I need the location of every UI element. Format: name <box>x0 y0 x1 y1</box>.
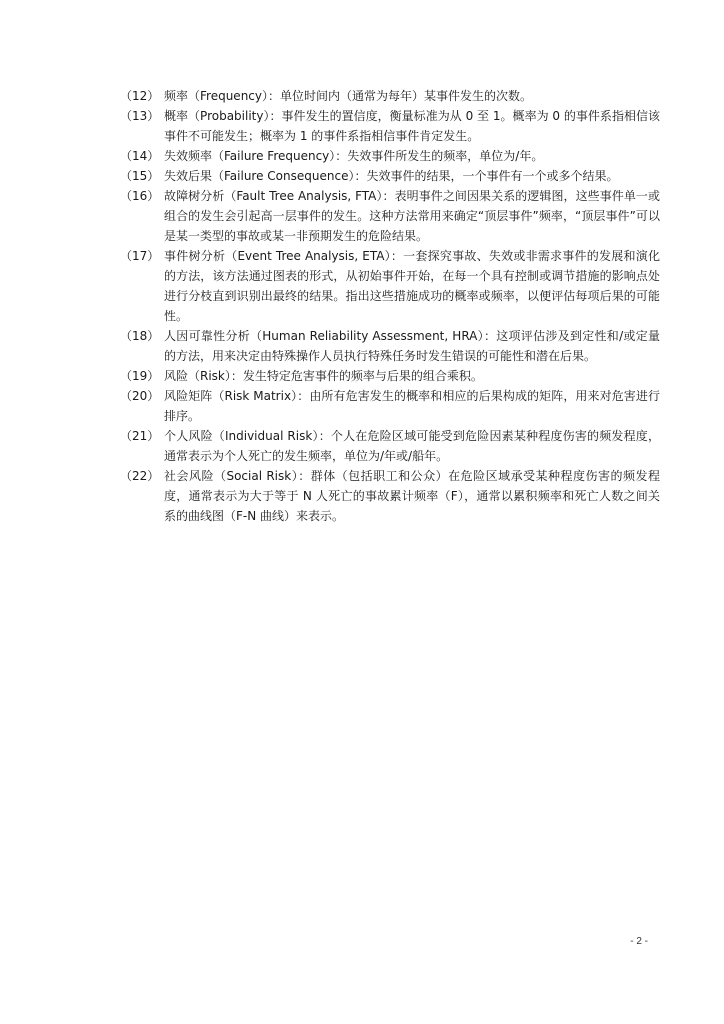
definition-text: 故障树分析（Fault Tree Analysis, FTA）：表明事件之间因果关系的逻辑图，这些事件单一或组合的发生会引起高一层事件的发生。这种方法常用来确定“顶层事件”频率，“顶层事件”可以是某一类型的事故或某一非预期发生的危险结果。 <box>164 189 660 243</box>
definitions-list <box>120 86 660 526</box>
definition-text: 风险矩阵（Risk Matrix）：由所有危害发生的概率和相应的后果构成的矩阵，用来对危害进行排序。 <box>164 389 660 423</box>
definition-item-20 <box>120 386 660 426</box>
definition-item-12 <box>120 86 660 106</box>
definition-text: 频率（Frequency）：单位时间内（通常为每年）某事件发生的次数。 <box>164 89 532 103</box>
definition-number: （12） <box>120 89 160 103</box>
definition-item-13 <box>120 106 660 146</box>
definition-number: （21） <box>120 429 160 443</box>
definition-text: 人因可靠性分析（Human Reliability Assessment, HRA）：这项评估涉及到定性和/或定量的方法，用来决定由特殊操作人员执行特殊任务时发生错误的可能性和潜在后果。 <box>164 329 660 363</box>
definition-item-17 <box>120 246 660 326</box>
definition-number: （15） <box>120 169 160 183</box>
definition-number: （14） <box>120 149 160 163</box>
definition-item-18 <box>120 326 660 366</box>
definition-text: 风险（Risk）：发生特定危害事件的频率与后果的组合乘积。 <box>164 369 483 383</box>
page-number: - 2 - <box>630 936 648 947</box>
definition-text: 个人风险（Individual Risk）：个人在危险区域可能受到危险因素某种程度伤害的频发程度，通常表示为个人死亡的发生频率，单位为/年或/船年。 <box>164 429 660 463</box>
definition-item-22 <box>120 466 660 526</box>
definition-number: （16） <box>120 189 160 203</box>
definition-text: 概率（Probability）：事件发生的置信度，衡量标准为从 0 至 1。概率为 0 的事件系指相信该事件不可能发生；概率为 1 的事件系指相信事件肯定发生。 <box>164 109 660 143</box>
definition-text: 失效后果（Failure Consequence）：失效事件的结果，一个事件有一个或多个结果。 <box>164 169 619 183</box>
definition-item-16 <box>120 186 660 246</box>
definition-item-21 <box>120 426 660 466</box>
definition-number: （17） <box>120 249 160 263</box>
definition-number: （22） <box>120 469 160 483</box>
definition-text: 社会风险（Social Risk）：群体（包括职工和公众）在危险区域承受某种程度伤害的频发程度，通常表示为大于等于 N 人死亡的事故累计频率（F），通常以累积频率和死亡人数之间关系的曲线图（F-N 曲线）来表示。 <box>164 469 660 523</box>
definition-number: （13） <box>120 109 160 123</box>
definition-number: （18） <box>120 329 160 343</box>
definition-item-14 <box>120 146 660 166</box>
definition-number: （20） <box>120 389 160 403</box>
definition-number: （19） <box>120 369 160 383</box>
definition-text: 事件树分析（Event Tree Analysis, ETA）：一套探究事故、失效或非需求事件的发展和演化的方法，该方法通过图表的形式，从初始事件开始，在每一个具有控制或调节措施的影响点处进行分枝直到识别出最终的结果。指出这些措施成功的概率或频率，以便评估每项后果的可能性。 <box>164 249 660 323</box>
definition-text: 失效频率（Failure Frequency）：失效事件所发生的频率，单位为/年。 <box>164 149 544 163</box>
definition-item-19 <box>120 366 660 386</box>
definition-item-15 <box>120 166 660 186</box>
